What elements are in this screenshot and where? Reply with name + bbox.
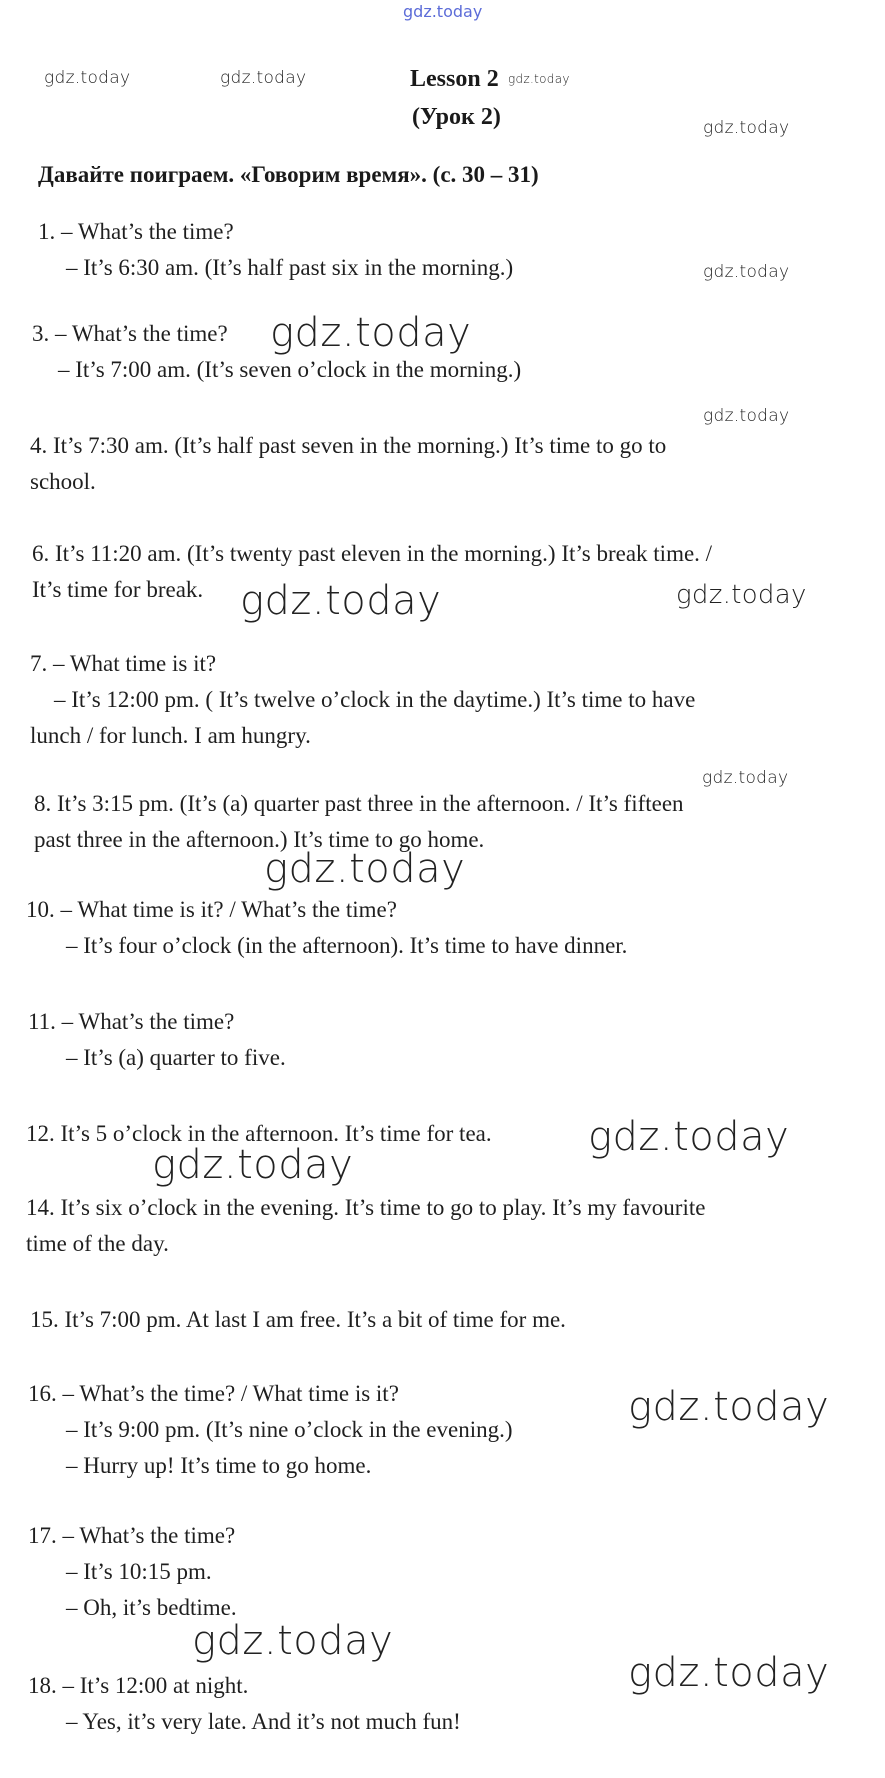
item-16-line-1: 16. – What’s the time? / What time is it? [28,1381,399,1406]
item-16-line-2: – It’s 9:00 pm. (It’s nine o’clock in the evening.) [66,1417,513,1442]
watermark: gdz.today [240,578,442,624]
item-7-line-1: 7. – What time is it? [30,651,217,676]
item-8-line-1: 8. It’s 3:15 pm. (It’s (a) quarter past three in the afternoon. / It’s fifteen [34,791,684,816]
item-3-line-2: – It’s 7:00 am. (It’s seven o’clock in the morning.) [58,357,522,382]
watermark: gdz.today [703,406,790,426]
item-6-line-2: It’s time for break. [32,577,204,602]
item-14-line-1: 14. It’s six o’clock in the evening. It’s time to go to play. It’s my favourite [26,1195,706,1220]
item-11-line-2: – It’s (a) quarter to five. [66,1045,286,1070]
item-16-line-3: – Hurry up! It’s time to go home. [66,1453,372,1478]
item-11-line-1: 11. – What’s the time? [28,1009,235,1034]
watermark: gdz.today [264,846,466,892]
watermark: gdz.today [152,1142,354,1188]
watermark: gdz.today [703,262,790,282]
item-6-line-1: 6. It’s 11:20 am. (It’s twenty past eleven in the morning.) It’s break time. / [32,541,713,566]
exercise-heading: Давайте поиграем. «Говорим время». (с. 30 – 31) [38,162,539,187]
lesson-subtitle: (Урок 2) [412,104,501,130]
item-12-line-1: 12. It’s 5 o’clock in the afternoon. It’s time for tea. [26,1121,492,1146]
item-17-line-3: – Oh, it’s bedtime. [66,1595,237,1620]
watermark: gdz.today [44,68,131,88]
watermark: gdz.today [192,1618,394,1664]
item-17-line-1: 17. – What’s the time? [28,1523,236,1548]
item-7-line-3: lunch / for lunch. I am hungry. [30,723,311,748]
watermark: gdz.today [676,580,807,610]
watermark: gdz.today [702,768,789,788]
watermark: gdz.today [703,118,790,138]
item-1-line-1: 1. – What’s the time? [38,219,234,244]
item-17-line-2: – It’s 10:15 pm. [66,1559,212,1584]
item-3-line-1: 3. – What’s the time? [32,321,228,346]
item-1-line-2: – It’s 6:30 am. (It’s half past six in the morning.) [66,255,514,280]
watermark: gdz.today [270,310,472,356]
item-18-line-1: 18. – It’s 12:00 at night. [28,1673,249,1698]
item-7-line-2: – It’s 12:00 pm. ( It’s twelve o’clock in the daytime.) It’s time to have [54,687,696,712]
item-18-line-2: – Yes, it’s very late. And it’s not much fun! [66,1709,461,1734]
item-10-line-1: 10. – What time is it? / What’s the time? [26,897,397,922]
watermark: gdz.today [628,1384,830,1430]
item-10-line-2: – It’s four o’clock (in the afternoon). It’s time to have dinner. [66,933,628,958]
item-15-line-1: 15. It’s 7:00 pm. At last I am free. It’s a bit of time for me. [30,1307,566,1332]
watermark: gdz.today [588,1114,790,1160]
item-14-line-2: time of the day. [26,1231,169,1256]
lesson-title: Lesson 2 [410,66,499,92]
watermark: gdz.today [628,1650,830,1696]
item-8-line-2: past three in the afternoon.) It’s time to go home. [34,827,485,852]
item-4-line-2: school. [30,469,96,494]
watermark: gdz.today [220,68,307,88]
item-4-line-1: 4. It’s 7:30 am. (It’s half past seven in the morning.) It’s time to go to [30,433,667,458]
watermark: gdz.today [508,72,570,86]
top-watermark: gdz.today [403,2,483,21]
